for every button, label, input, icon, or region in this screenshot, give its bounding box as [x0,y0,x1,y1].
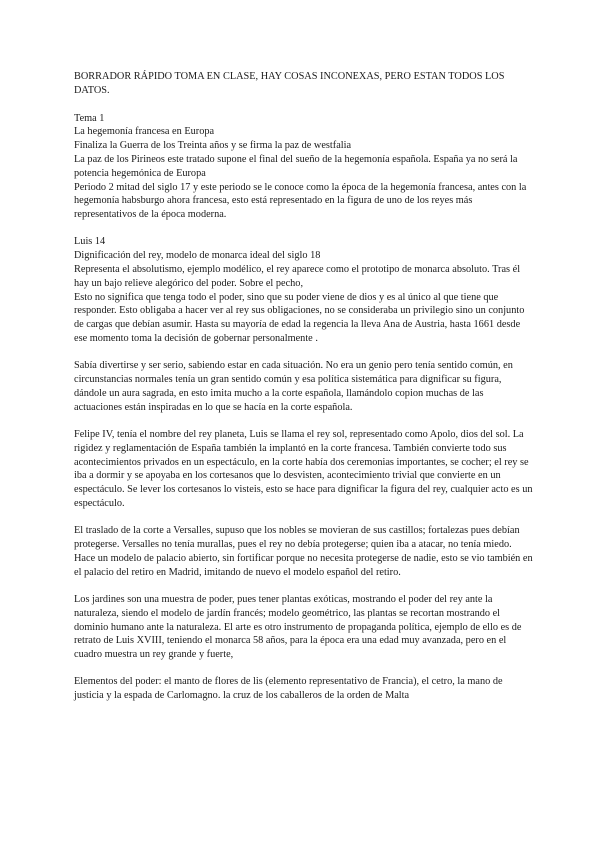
paragraph: Felipe IV, tenía el nombre del rey planeta, Luis se llama el rey sol, representado como Apolo, dios del sol. La rigidez y reglamentación de España también la implantó en la corte francesa. También convierte todo sus acontecimientos privados en un espectáculo, en la corte había dos ceremonias importantes, se cocher; el rey se iba a dormir y se apoyaba en los cortesanos que lo desvisten, acontecimiento trivial que convierte en un espectáculo. Se lever los cortesanos lo visteis, esto se hace para dignificar la figura del rey, cualquier acto es un espectáculo. [74,429,533,510]
section-title: Luis 14 [74,236,106,248]
section-tema-1 [74,112,534,222]
text-line: Finaliza la Guerra de los Treinta años y se firma la paz de westfalia [74,140,352,152]
document-page [74,70,534,717]
paragraph: Sabía divertirse y ser serio, sabiendo estar en cada situación. No era un genio pero tenía sentido común, en circunstancias normales tenía un gran sentido común y esa política sistemática para dignificar su figura, dándole un aura sagrada, en esto imita mucho a la corte española, llamándolo copion muchas de las actuaciones están inspiradas en lo que se hacía en la corte española. [74,360,513,413]
section-luis-14 [74,235,534,345]
paragraph: Elementos del poder: el manto de flores de lis (elemento representativo de Francia), el cetro, la mano de justicia y la espada de Carlomagno. la cruz de los caballeros de la orden de Malta [74,676,503,702]
draft-note-header: BORRADOR RÁPIDO TOMA EN CLASE, HAY COSAS INCONEXAS, PERO ESTAN TODOS LOS DATOS. [74,71,505,96]
text-line: Periodo 2 mitad del siglo 17 y este periodo se le conoce como la época de la hegemonía francesa, antes con la hegemonía habsburgo ahora francesa, esto está representado en la figura de uno de los reyes más representativos de la época moderna. [74,181,527,221]
section-subtitle: Dignificación del rey, modelo de monarca ideal del siglo 18 [74,250,321,262]
text-line: La paz de los Pirineos este tratado supone el final del sueño de la hegemonía española. España ya no será la potencia hegemónica de Europa [74,153,518,179]
section-title: Tema 1 [74,112,105,124]
paragraph: El traslado de la corte a Versalles, supuso que los nobles se movieran de sus castillos; fortalezas pues debían protegerse. Versalles no tenía murallas, pues el rey no debía protegerse; quien iba a atacar, no tenía miedo. Hace un modelo de palacio abierto, sin fortificar porque no necesita protegerse de nadie, esto se vio también en el palacio del retiro en Madrid, imitando de nuevo el modelo español del retiro. [74,525,533,578]
section-subtitle: La hegemonía francesa en Europa [74,126,215,138]
text-line: Esto no significa que tenga todo el poder, sino que su poder viene de dios y es al único al que tiene que responder. Esto obligaba a hacer ver al rey sus obligaciones, no se consideraba un privilegio sino un conjunto de cargas que debían asumir. Hasta su mayoría de edad la regencia la lleva Ana de Austria, hasta 1661 desde ese momento toma la decisión de gobernar personalmente . [74,291,525,345]
paragraph: Los jardines son una muestra de poder, pues tener plantas exóticas, mostrando el poder del rey ante la naturaleza, siendo el modelo de jardín francés; modelo geométrico, las plantas se recortan mostrando el dominio humano ante la naturaleza. El arte es otro instrumento de propaganda política, ejemplo de ello es de retrato de Luis XVIII, teniendo el monarca 58 años, para la época era una edad muy avanzada, pero en el cuadro muestra un rey grande y fuerte, [74,594,522,661]
text-line: Representa el absolutismo, ejemplo modélico, el rey aparece como el prototipo de monarca absoluto. Tras él hay un bajo relieve alegórico del poder. Sobre el pecho, [74,264,521,289]
